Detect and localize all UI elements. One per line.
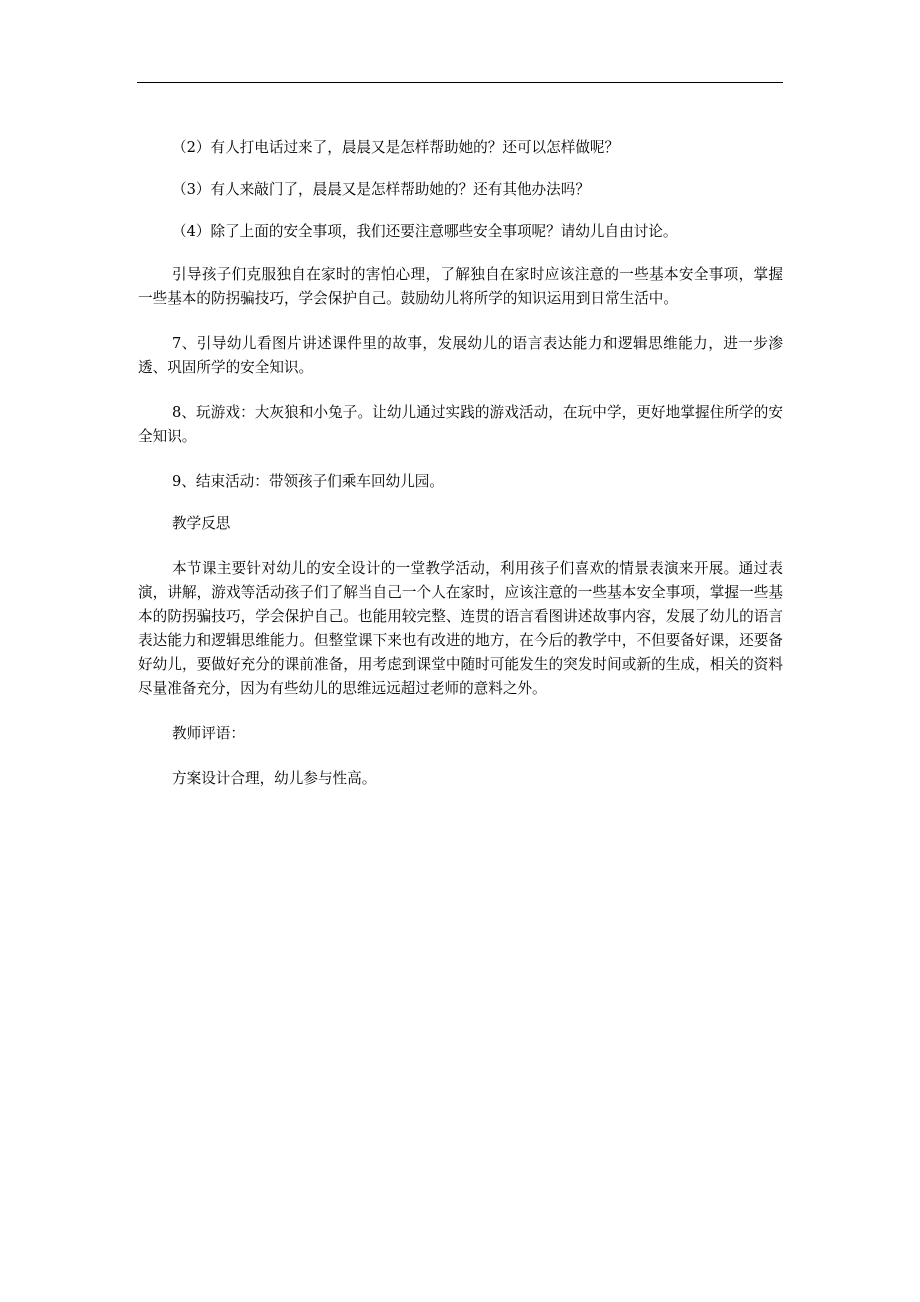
teacher-comment-heading: 教师评语： — [172, 725, 245, 742]
step-8: 8、玩游戏：大灰狼和小兔子。让幼儿通过实践的游戏活动，在玩中学，更好地掌握住所学的安全知识。 — [138, 404, 783, 445]
teacher-comment: 方案设计合理，幼儿参与性高。 — [172, 770, 377, 787]
reflection-heading: 教学反思 — [172, 515, 231, 532]
question-4: （4）除了上面的安全事项，我们还要注意哪些安全事项呢？请幼儿自由讨论。 — [172, 223, 678, 240]
question-3: （3）有人来敲门了，晨晨又是怎样帮助她的？还有其他办法吗？ — [172, 181, 590, 198]
question-2: （2）有人打电话过来了，晨晨又是怎样帮助她的？还可以怎样做呢？ — [172, 139, 620, 156]
header-rule — [137, 82, 783, 83]
guidance-paragraph: 引导孩子们克服独自在家时的害怕心理，了解独自在家时应该注意的一些基本安全事项，掌握一些基本的防拐骗技巧，学会保护自己。鼓励幼儿将所学的知识运用到日常生活中。 — [138, 266, 783, 307]
reflection-paragraph: 本节课主要针对幼儿的安全设计的一堂教学活动，利用孩子们喜欢的情景表演来开展。通过表演，讲解，游戏等活动孩子们了解当自己一个人在家时，应该注意的一些基本安全事项，掌握一些基本的防拐骗技巧，学会保护自己。也能用较完整、连贯的语言看图讲述故事内容，发展了幼儿的语言表达能力和逻辑思维能力。但整堂课下来也有改进的地方，在今后的教学中，不但要备好课，还要备好幼儿，要做好充分的课前准备，用考虑到课堂中随时可能发生的突发时间或新的生成，相关的资料尽量准备充分，因为有些幼儿的思维远远超过老师的意料之外。 — [138, 560, 783, 697]
step-9: 9、结束活动：带领孩子们乘车回幼儿园。 — [172, 473, 444, 490]
step-7: 7、引导幼儿看图片讲述课件里的故事，发展幼儿的语言表达能力和逻辑思维能力，进一步渗透、巩固所学的安全知识。 — [138, 335, 783, 376]
document-body — [138, 136, 783, 791]
